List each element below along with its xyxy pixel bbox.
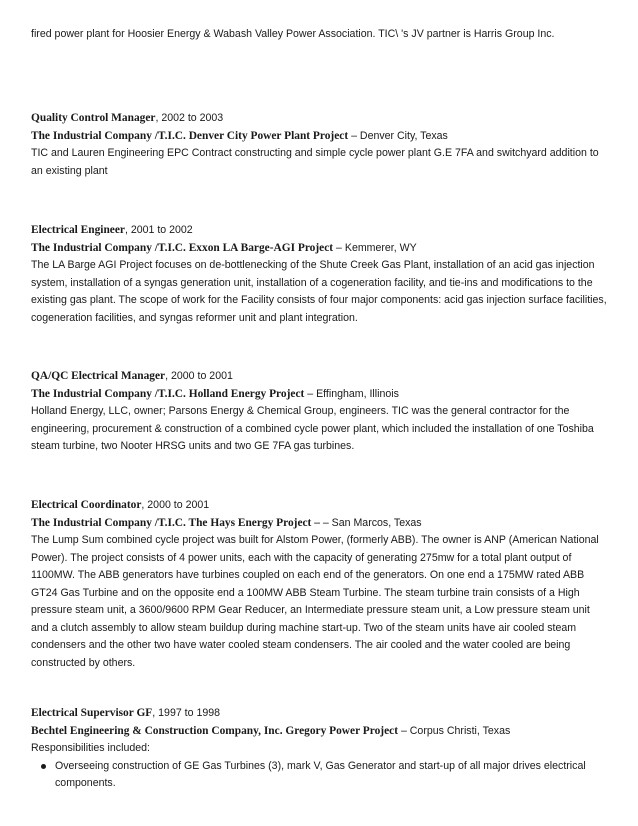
project-line xyxy=(31,386,609,404)
project-location: – Kemmerer, WY xyxy=(333,241,417,254)
job-title: Quality Control Manager xyxy=(31,112,156,124)
project-name: Bechtel Engineering & Construction Company, Inc. Gregory Power Project xyxy=(31,724,398,737)
job-title: Electrical Coordinator xyxy=(31,499,142,511)
intro-paragraph: fired power plant for Hoosier Energy & Wabash Valley Power Association. TIC\ 's JV partner is Harris Group Inc. xyxy=(31,28,555,40)
project-location: – Denver City, Texas xyxy=(348,129,448,142)
job-description: Holland Energy, LLC, owner; Parsons Energy & Chemical Group, engineers. TIC was the general contractor for the engineering, procurement & construction of a combined cycle power plant, which included the installation of one Toshiba steam turbine, two Nooter HRSG units and two GE 7FA gas turbines. xyxy=(31,405,594,452)
experience-entry xyxy=(31,222,609,327)
job-dates: , 1997 to 1998 xyxy=(152,707,221,719)
job-description: The LA Barge AGI Project focuses on de-bottlenecking of the Shute Creek Gas Plant, installation of an acid gas injection system, installation of a syngas generation unit, installation of a cogeneration facility, and tie-ins and modifications to the existing gas plant. The scope of work for the Facility consists of four major components: acid gas injection surface facilities, cogeneration facilities, and syngas reformer unit and plant integration. xyxy=(31,259,607,324)
job-title: Electrical Supervisor GF xyxy=(31,707,153,719)
job-dates: , 2000 to 2001 xyxy=(141,499,210,511)
project-line xyxy=(31,240,609,258)
project-location: – Effingham, Illinois xyxy=(304,387,399,400)
job-title-line xyxy=(31,110,609,128)
job-title-line xyxy=(31,368,609,386)
project-name: The Industrial Company /T.I.C. Holland Energy Project xyxy=(31,387,305,400)
job-dates: , 2001 to 2002 xyxy=(124,224,193,236)
job-dates: , 2002 to 2003 xyxy=(155,112,224,124)
list-item: Overseeing construction of GE Gas Turbines (3), mark V, Gas Generator and start-up of all major drives electrical components. xyxy=(55,758,609,793)
job-description: Responsibilities included: xyxy=(31,742,150,754)
project-line xyxy=(31,128,609,146)
job-title: Electrical Engineer xyxy=(31,224,125,236)
experience-entry xyxy=(31,497,609,672)
job-description: The Lump Sum combined cycle project was built for Alstom Power, (formerly ABB). The owner is ANP (American National Power). The project consists of 4 power units, each with the capacity of generating 275mw for a total plant output of 1100MW. The ABB generators have turbines coupled on each end of the generators. On one end a 175MW rated ABB GT24 Gas Turbine and on the opposite end a 100MW ABB Steam Turbine. The steam turbine train consists of a High pressure steam unit, a 3600/9600 RPM Gear Reducer, an Intermediate pressure steam unit, a Low pressure steam unit and a clutch assembly to allow steam buildup during machine start-up. Two of the steam units have air cooled steam condensers and the other two have water cooled steam condensers. The air cooled and the water cooled are being constructed by others. xyxy=(31,534,599,669)
job-description: TIC and Lauren Engineering EPC Contract constructing and simple cycle power plant G.E 7FA and switchyard addition to an existing plant xyxy=(31,147,599,177)
job-title-line xyxy=(31,222,609,240)
project-line xyxy=(31,515,609,533)
project-name: The Industrial Company /T.I.C. The Hays Energy Project – xyxy=(31,516,320,529)
job-title-line xyxy=(31,497,609,515)
responsibility-list xyxy=(31,758,609,793)
project-location: – San Marcos, Texas xyxy=(319,516,422,529)
experience-entry xyxy=(31,705,609,793)
project-name: The Industrial Company /T.I.C. Exxon LA Barge-AGI Project xyxy=(31,241,334,254)
job-title-line xyxy=(31,705,609,723)
job-title: QA/QC Electrical Manager xyxy=(31,370,166,382)
experience-entry xyxy=(31,110,609,180)
experience-entry xyxy=(31,368,609,456)
project-name: The Industrial Company /T.I.C. Denver City Power Plant Project xyxy=(31,129,349,142)
project-location: – Corpus Christi, Texas xyxy=(398,724,511,737)
project-line xyxy=(31,723,609,741)
job-dates: , 2000 to 2001 xyxy=(165,370,233,382)
